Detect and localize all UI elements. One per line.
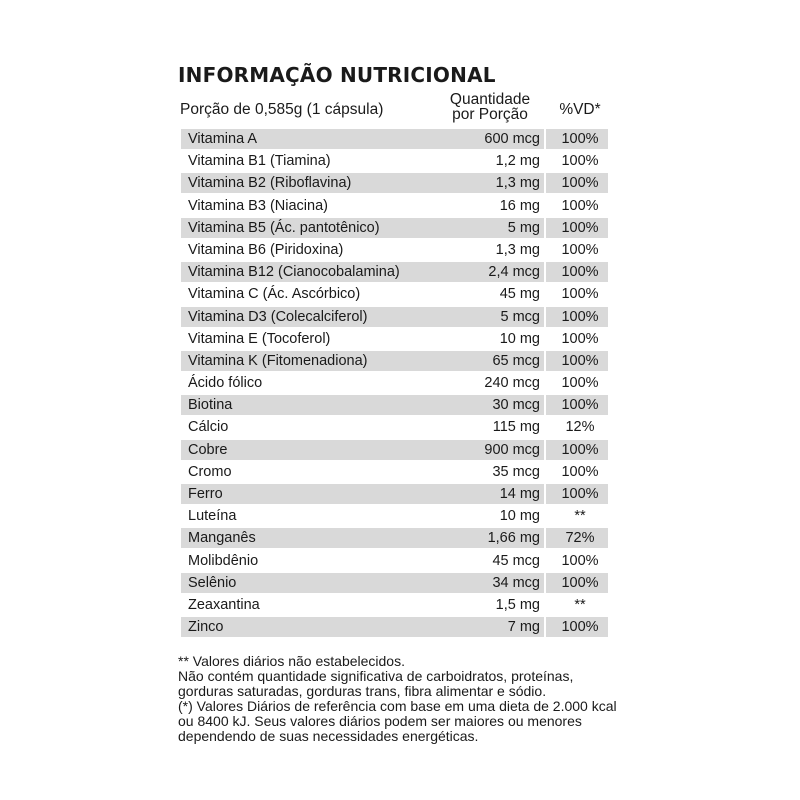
- nutrient-name: Zinco: [188, 619, 224, 636]
- nutrient-vd: 100%: [561, 486, 599, 502]
- table-row: [178, 307, 613, 327]
- nutrient-vd: 100%: [561, 397, 599, 414]
- nutrient-vd: 100%: [561, 197, 599, 214]
- table-row: [178, 240, 613, 260]
- nutrient-name: Zeaxantina: [188, 596, 260, 613]
- nutrient-vd: 100%: [561, 131, 599, 147]
- nutrient-amount: 65 mcg: [492, 352, 540, 369]
- nutrient-name: Cromo: [188, 463, 232, 480]
- table-row: [178, 484, 613, 504]
- nutrient-amount: 14 mg: [499, 486, 540, 502]
- nutrient-vd: 100%: [561, 153, 599, 170]
- nutrient-amount: 34 mcg: [492, 574, 540, 591]
- nutrient-name: Vitamina D3 (Colecalciferol): [188, 308, 368, 325]
- table-row: [178, 351, 613, 371]
- nutrient-amount: 45 mg: [499, 286, 540, 303]
- nutrient-vd: **: [574, 508, 586, 525]
- nutrient-name: Manganês: [188, 530, 256, 547]
- table-row: [178, 151, 613, 171]
- table-row: [178, 528, 613, 548]
- nutrient-name: Luteína: [188, 508, 237, 525]
- nutrient-vd: 12%: [565, 419, 595, 436]
- table-row: [178, 173, 613, 193]
- nutrient-amount: 16 mg: [499, 197, 540, 214]
- nutrient-amount: 35 mcg: [492, 463, 540, 480]
- table-row: [178, 196, 613, 216]
- nutrient-name: Biotina: [188, 397, 233, 414]
- table-row: [178, 506, 613, 526]
- nutrient-name: Vitamina B6 (Piridoxina): [188, 241, 344, 258]
- nutrient-amount: 900 mcg: [484, 441, 540, 458]
- nutrient-name: Vitamina B1 (Tiamina): [188, 153, 331, 170]
- nutrient-name: Vitamina A: [188, 131, 258, 147]
- footnote-text: (*) Valores Diários de referência com base em uma dieta de 2.000 kcal ou 8400 kJ. Seus valores diários podem ser maiores ou menores dependendo de suas necessidades energéticas.: [178, 698, 617, 745]
- nutrient-name: Vitamina B3 (Niacina): [188, 197, 328, 214]
- nutrient-amount: 600 mcg: [484, 131, 540, 147]
- table-row: [178, 284, 613, 304]
- nutrient-amount: 240 mcg: [484, 375, 540, 392]
- nutrient-vd: 100%: [561, 308, 599, 325]
- table-row: [178, 595, 613, 615]
- nutrient-name: Vitamina C (Ác. Ascórbico): [188, 286, 361, 303]
- nutrient-vd: 100%: [561, 619, 599, 636]
- footnote-text: ** Valores diários não estabelecidos.: [178, 653, 405, 670]
- nutrient-amount: 45 mcg: [492, 552, 540, 569]
- nutrient-amount: 1,3 mg: [495, 241, 540, 258]
- nutrient-vd: 100%: [561, 375, 599, 392]
- nutrient-vd: 100%: [561, 330, 599, 347]
- table-row: [178, 218, 613, 238]
- nutrient-name: Selênio: [188, 574, 237, 591]
- nutrient-name: Ferro: [188, 486, 223, 502]
- table-row: [178, 395, 613, 415]
- nutrient-amount: 5 mg: [507, 219, 540, 236]
- nutrient-name: Cobre: [188, 441, 228, 458]
- table-row: [178, 129, 613, 149]
- nutrient-amount: 10 mg: [499, 330, 540, 347]
- nutrient-amount: 5 mcg: [500, 308, 540, 325]
- table-row: [178, 462, 613, 482]
- nutrient-vd: 100%: [561, 264, 599, 281]
- nutrition-facts-panel: [178, 62, 617, 745]
- table-header: [178, 92, 613, 126]
- nutrient-amount: 10 mg: [499, 508, 540, 525]
- footnotes: [178, 654, 618, 744]
- nutrient-vd: 72%: [565, 530, 595, 547]
- nutrient-amount: 1,3 mg: [495, 175, 540, 192]
- portion-label: Porção de 0,585g (1 cápsula): [180, 101, 384, 118]
- nutrient-name: Molibdênio: [188, 552, 259, 569]
- nutrient-vd: 100%: [561, 241, 599, 258]
- nutrient-amount: 115 mg: [492, 419, 540, 436]
- vd-column-header: %VD*: [559, 101, 601, 118]
- nutrient-vd: 100%: [561, 286, 599, 303]
- nutrient-vd: 100%: [561, 219, 599, 236]
- nutrient-amount: 1,5 mg: [495, 596, 540, 613]
- table-row: [178, 573, 613, 593]
- footnote-text: Não contém quantidade significativa de carboidratos, proteínas, gorduras saturadas, gorduras trans, fibra alimentar e sódio.: [178, 668, 574, 700]
- quantity-column-header: [440, 92, 540, 122]
- nutrient-amount: 2,4 mcg: [488, 264, 540, 281]
- nutrient-vd: 100%: [561, 441, 599, 458]
- nutrient-vd: 100%: [561, 352, 599, 369]
- nutrient-amount: 30 mcg: [492, 397, 540, 414]
- nutrient-vd: 100%: [561, 552, 599, 569]
- quantity-header-line1: Quantidade: [449, 91, 531, 108]
- quantity-header-line2: por Porção: [452, 106, 528, 123]
- table-row: [178, 551, 613, 571]
- nutrient-table: [178, 129, 613, 637]
- nutrition-title: INFORMAÇÃO NUTRICIONAL: [178, 63, 496, 87]
- nutrient-name: Vitamina K (Fitomenadiona): [188, 352, 368, 369]
- table-row: [178, 262, 613, 282]
- table-row: [178, 617, 613, 637]
- table-row: [178, 373, 613, 393]
- nutrient-name: Cálcio: [188, 419, 229, 436]
- table-row: [178, 440, 613, 460]
- nutrient-name: Vitamina B5 (Ác. pantotênico): [188, 219, 380, 236]
- nutrient-vd: **: [574, 596, 586, 613]
- nutrient-name: Vitamina E (Tocoferol): [188, 330, 331, 347]
- nutrient-amount: 1,66 mg: [487, 530, 540, 547]
- nutrient-vd: 100%: [561, 175, 599, 192]
- nutrient-amount: 1,2 mg: [495, 153, 540, 170]
- table-row: [178, 417, 613, 437]
- nutrient-vd: 100%: [561, 574, 599, 591]
- nutrient-name: Vitamina B12 (Cianocobalamina): [188, 264, 400, 281]
- table-row: [178, 329, 613, 349]
- nutrient-name: Vitamina B2 (Riboflavina): [188, 175, 352, 192]
- nutrient-amount: 7 mg: [507, 619, 540, 636]
- nutrient-vd: 100%: [561, 463, 599, 480]
- nutrient-name: Ácido fólico: [188, 375, 263, 392]
